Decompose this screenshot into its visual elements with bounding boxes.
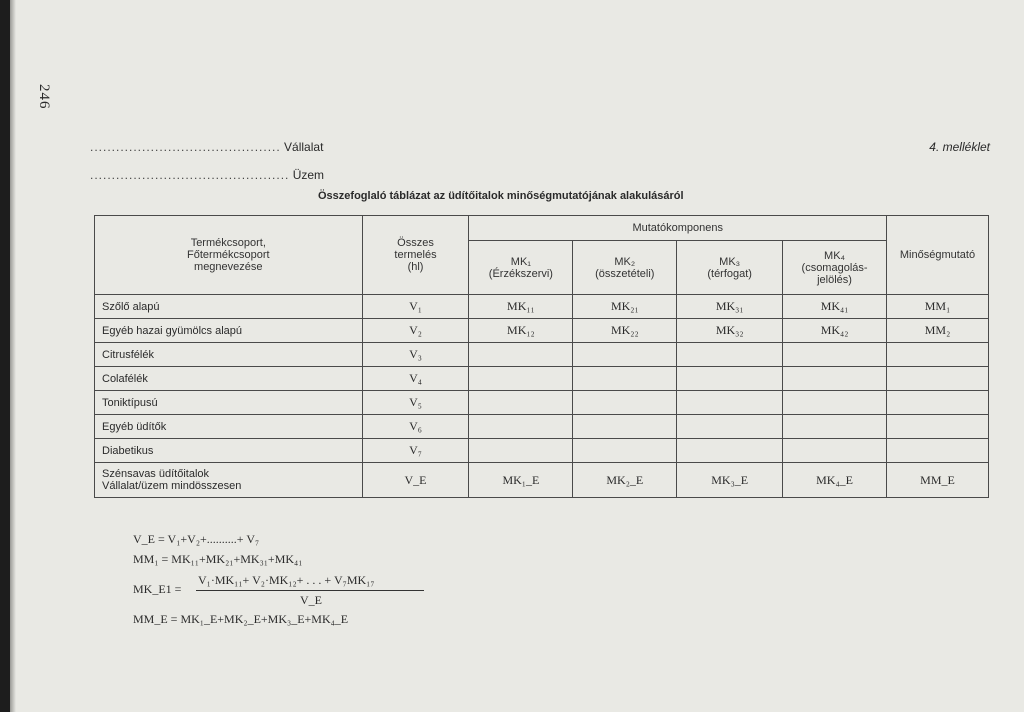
- cell-mm: [887, 343, 989, 367]
- plant-line: [90, 168, 324, 182]
- cell-mk3: MK₃_E: [677, 463, 783, 498]
- cell-v: V₄: [362, 367, 469, 391]
- cell-mk4: [783, 415, 887, 439]
- cell-mk4: MK₄_E: [783, 463, 887, 498]
- formula-mke1-numerator: V₁·MK₁₁+ V₂·MK₁₂+ . . . + V₇MK₁₇: [198, 573, 375, 587]
- fraction-bar: [196, 590, 424, 591]
- cell-mm: [887, 367, 989, 391]
- formula-mme: MM_E = MK₁_E+MK₂_E+MK₃_E+MK₄_E: [133, 612, 349, 626]
- cell-mm: [887, 415, 989, 439]
- plant-dots: ..............................................: [90, 168, 290, 182]
- header-components: Mutatókomponens: [469, 216, 887, 241]
- header-group: Termékcsoport, Főtermékcsoport megnevezése: [95, 216, 363, 295]
- row-label: Szőlő alapú: [95, 295, 363, 319]
- table-row: [95, 295, 989, 319]
- cell-mk1: [469, 415, 573, 439]
- cell-mk3: MK₃₂: [677, 319, 783, 343]
- cell-mk1: [469, 391, 573, 415]
- cell-mk4: [783, 343, 887, 367]
- cell-mk1: MK₁₁: [469, 295, 573, 319]
- cell-v: V₃: [362, 343, 469, 367]
- header-mk3: MK₃ (térfogat): [677, 241, 783, 295]
- cell-mk2: [573, 415, 677, 439]
- table-row: [95, 391, 989, 415]
- cell-mk1: [469, 367, 573, 391]
- cell-mk1: MK₁₂: [469, 319, 573, 343]
- annex-label: 4. melléklet: [929, 140, 990, 154]
- cell-mk4: [783, 391, 887, 415]
- cell-mm: MM₁: [887, 295, 989, 319]
- cell-v: V_E: [362, 463, 469, 498]
- cell-v: V₂: [362, 319, 469, 343]
- row-label: Egyéb üdítők: [95, 415, 363, 439]
- table-row: [95, 319, 989, 343]
- cell-v: V₅: [362, 391, 469, 415]
- book-spine: [0, 0, 10, 712]
- company-label: Vállalat: [284, 140, 324, 154]
- page-number: 246: [36, 84, 52, 110]
- company-dots: ............................................: [90, 140, 281, 154]
- cell-mk3: [677, 343, 783, 367]
- row-label: Diabetikus: [95, 439, 363, 463]
- cell-mk1: MK₁_E: [469, 463, 573, 498]
- company-line: [90, 140, 323, 154]
- cell-mk3: [677, 439, 783, 463]
- formula-mke1-denominator: V_E: [300, 593, 322, 607]
- formula-ve: V_E = V₁+V₂+..........+ V₇: [133, 532, 260, 546]
- spine-shadow: [10, 0, 16, 712]
- formula-mm1: MM₁ = MK₁₁+MK₂₁+MK₃₁+MK₄₁: [133, 552, 303, 566]
- cell-mm: [887, 439, 989, 463]
- header-mk2: MK₂ (összetételi): [573, 241, 677, 295]
- plant-label: Üzem: [292, 168, 325, 182]
- cell-mk3: MK₃₁: [677, 295, 783, 319]
- row-label: Toniktípusú: [95, 391, 363, 415]
- header-production: Összes termelés (hl): [362, 216, 469, 295]
- cell-mk2: MK₂₁: [573, 295, 677, 319]
- row-label: Szénsavas üdítőitalok Vállalat/üzem mindösszesen: [95, 463, 363, 498]
- cell-v: V₆: [362, 415, 469, 439]
- row-label: Citrusfélék: [95, 343, 363, 367]
- table-row: [95, 415, 989, 439]
- cell-mm: MM_E: [887, 463, 989, 498]
- table-row: [95, 439, 989, 463]
- page-title: Összefoglaló táblázat az üdítőitalok minőségmutatójának alakulásáról: [318, 190, 684, 202]
- cell-mk2: [573, 391, 677, 415]
- cell-mk3: [677, 367, 783, 391]
- cell-mk2: [573, 367, 677, 391]
- cell-mk2: [573, 343, 677, 367]
- header-mk1: MK₁ (Érzékszervi): [469, 241, 573, 295]
- table-row: [95, 343, 989, 367]
- cell-mk3: [677, 391, 783, 415]
- cell-mk2: MK₂_E: [573, 463, 677, 498]
- cell-mk3: [677, 415, 783, 439]
- row-label: Egyéb hazai gyümölcs alapú: [95, 319, 363, 343]
- header-mk4: MK₄ (csomagolás- jelölés): [783, 241, 887, 295]
- cell-mm: [887, 391, 989, 415]
- cell-mm: MM₂: [887, 319, 989, 343]
- header-quality: Minőségmutató: [887, 216, 989, 295]
- cell-mk4: [783, 439, 887, 463]
- table-row: [95, 367, 989, 391]
- cell-mk2: [573, 439, 677, 463]
- cell-v: V₁: [362, 295, 469, 319]
- cell-mk2: MK₂₂: [573, 319, 677, 343]
- cell-mk1: [469, 439, 573, 463]
- cell-mk4: [783, 367, 887, 391]
- summary-table: [94, 215, 989, 498]
- cell-mk4: MK₄₁: [783, 295, 887, 319]
- formula-mke1-lhs: MK_E1 =: [133, 582, 182, 596]
- table-row-total: [95, 463, 989, 498]
- cell-mk4: MK₄₂: [783, 319, 887, 343]
- row-label: Colafélék: [95, 367, 363, 391]
- cell-mk1: [469, 343, 573, 367]
- cell-v: V₇: [362, 439, 469, 463]
